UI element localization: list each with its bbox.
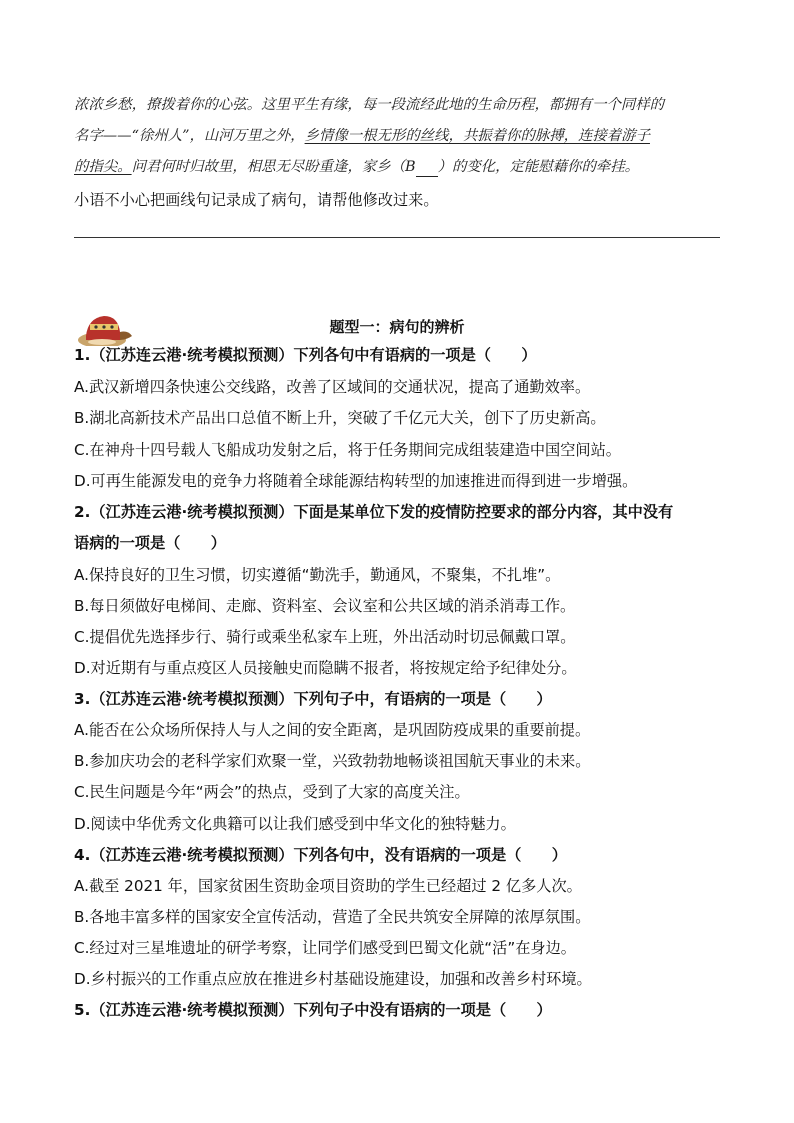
passage-text: 名字——“徐州人”，山河万里之外， [74, 128, 305, 144]
fill-blank [416, 160, 438, 177]
question-5-stem: 5.（江苏连云港·统考模拟预测）下列句子中没有语病的一项是（ ） [74, 1001, 552, 1019]
section-title: 题型一：病句的辨析 [329, 318, 465, 336]
question-4-option-d: D.乡村振兴的工作重点应放在推进乡村基础设施建设，加强和改善乡村环境。 [74, 970, 592, 988]
question-4-option-c: C.经过对三星堆遗址的研学考察，让同学们感受到巴蜀文化就“活”在身边。 [74, 939, 576, 957]
question-4-option-b: B.各地丰富多样的国家安全宣传活动，营造了全民共筑安全屏障的浓厚氛围。 [74, 908, 591, 926]
question-4-option-a: A.截至 2021 年，国家贫困生资助金项目资助的学生已经超过 2 亿多人次。 [74, 877, 582, 895]
passage-text: 问君何时归故里，相思无尽盼重逢，家乡（B [131, 159, 416, 175]
passage-line-2 [74, 126, 650, 146]
passage-line-1: 浓浓乡愁，撩拨着你的心弦。这里平生有缘，每一段流经此地的生命历程，都拥有一个同样的 [74, 97, 665, 113]
question-1-option-c: C.在神舟十四号载人飞船成功发射之后，将于任务期间完成组装建造中国空间站。 [74, 441, 621, 459]
question-3-stem: 3.（江苏连云港·统考模拟预测）下列句子中，有语病的一项是（ ） [74, 690, 552, 708]
question-3-option-a: A.能否在公众场所保持人与人之间的安全距离，是巩固防疫成果的重要前提。 [74, 721, 591, 739]
question-4-stem: 4.（江苏连云港·统考模拟预测）下列各句中，没有语病的一项是（ ） [74, 846, 567, 864]
answer-line [74, 237, 720, 238]
question-2-stem-line-2: 语病的一项是（ ） [74, 534, 226, 552]
passage-line-3 [74, 157, 639, 177]
question-3-option-c: C.民生问题是今年“两会”的热点，受到了大家的高度关注。 [74, 783, 470, 801]
question-3-option-d: D.阅读中华优秀文化典籍可以让我们感受到中华文化的独特魅力。 [74, 815, 516, 833]
question-2-option-a: A.保持良好的卫生习惯，切实遵循“勤洗手，勤通风，不聚集，不扎堆”。 [74, 566, 561, 584]
question-2-option-d: D.对近期有与重点疫区人员接触史而隐瞒不报者，将按规定给予纪律处分。 [74, 659, 577, 677]
question-2-stem-line-1: 2.（江苏连云港·统考模拟预测）下面是某单位下发的疫情防控要求的部分内容，其中没有 [74, 503, 674, 521]
prompt-text: 小语不小心把画线句记录成了病句，请帮他修改过来。 [74, 191, 439, 209]
question-1-stem: 1.（江苏连云港·统考模拟预测）下列各句中有语病的一项是（ ） [74, 346, 537, 364]
underlined-sentence: 乡情像一根无形的丝线，共振着你的脉搏，连接着游子 [304, 128, 650, 144]
question-1-option-a: A.武汉新增四条快速公交线路，改善了区域间的交通状况，提高了通勤效率。 [74, 378, 591, 396]
question-2-option-c: C.提倡优先选择步行、骑行或乘坐私家车上班，外出活动时切忌佩戴口罩。 [74, 628, 576, 646]
passage-text: ）的变化，定能慰藉你的牵挂。 [437, 159, 640, 175]
question-1-option-b: B.湖北高新技术产品出口总值不断上升，突破了千亿元大关，创下了历史新高。 [74, 409, 606, 427]
question-3-option-b: B.参加庆功会的老科学家们欢聚一堂，兴致勃勃地畅谈祖国航天事业的未来。 [74, 752, 591, 770]
underlined-sentence-end: 的指尖。 [74, 159, 132, 175]
question-1-option-d: D.可再生能源发电的竞争力将随着全球能源结构转型的加速推进而得到进一步增强。 [74, 472, 638, 490]
question-2-option-b: B.每日须做好电梯间、走廊、资料室、会议室和公共区域的消杀消毒工作。 [74, 597, 576, 615]
